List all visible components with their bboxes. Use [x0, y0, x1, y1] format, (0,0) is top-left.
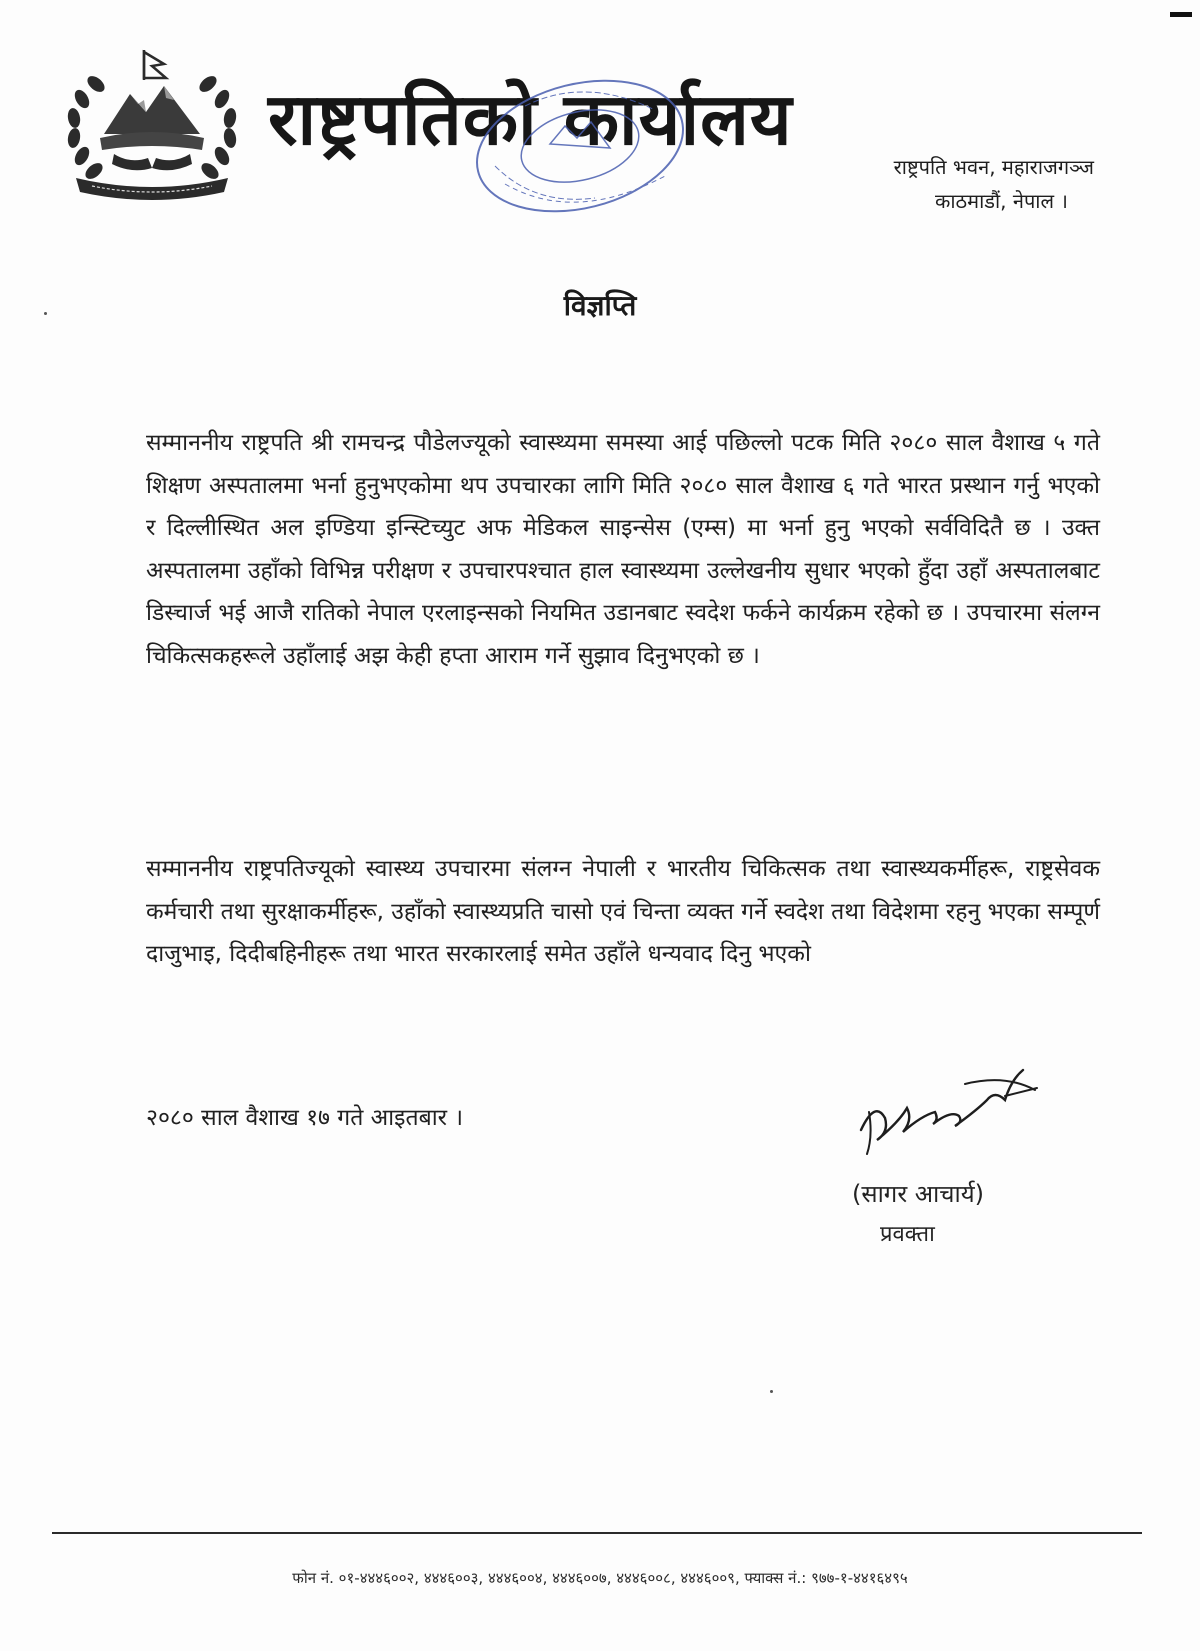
notice-date: २०८० साल वैशाख १७ गते आइतबार ।: [146, 1105, 464, 1131]
address-line-2: काठमाडौं, नेपाल ।: [934, 189, 1068, 213]
nepal-emblem-icon: [52, 46, 252, 206]
office-address: [894, 150, 1094, 218]
scan-edge-mark: [1170, 12, 1192, 17]
office-stamp-icon: [465, 66, 695, 226]
notice-paragraph-1: सम्माननीय राष्ट्रपति श्री रामचन्द्र पौडेलज्यूको स्वास्थ्यमा समस्या आई पछिल्लो पटक मिति २०८० साल वैशाख ५ गते शिक्षण अस्पतालमा भर्ना हुनुभएकोमा थप उपचारका लागि मिति २०८० साल वैशाख ६ गते भारत प्रस्थान गर्नु भएको र दिल्लीस्थित अल इण्डिया इन्स्टिच्युट अफ मेडिकल साइन्सेस (एम्स) मा भर्ना हुनु भएको सर्वविदितै छ । उक्त अस्पतालमा उहाँको विभिन्न परीक्षण र उपचारपश्चात हाल स्वास्थ्यमा उल्लेखनीय सुधार भएको हुँदा उहाँ अस्पतालबाट डिस्चार्ज भई आजै रातिको नेपाल एरलाइन्सको नियमित उडानबाट स्वदेश फर्कने कार्यक्रम रहेको छ । उपचारमा संलग्न चिकित्सकहरूले उहाँलाई अझ केही हप्ता आराम गर्ने सुझाव दिनुभएको छ ।: [146, 430, 1100, 669]
notice-paragraph-2: सम्माननीय राष्ट्रपतिज्यूको स्वास्थ्य उपचारमा संलग्न नेपाली र भारतीय चिकित्सक तथा स्वास्थ्यकर्मीहरू, राष्ट्रसेवक कर्मचारी तथा सुरक्षाकर्मीहरू, उहाँको स्वास्थ्यप्रति चासो एवं चिन्ता व्यक्त गर्ने स्वदेश तथा विदेशमा रहनु भएका सम्पूर्ण दाजुभाइ, दिदीबहिनीहरू तथा भारत सरकारलाई समेत उहाँले धन्यवाद दिनु भएको: [146, 856, 1100, 967]
signatory-name: (सागर आचार्य): [852, 1180, 985, 1208]
footer-contact: फोन नं. ०१-४४४६००२, ४४४६००३, ४४४६००४, ४४४६००७, ४४४६००८, ४४४६००९, फ्याक्स नं.: ९७७-१-४४१६४९५: [292, 1569, 908, 1587]
footer-divider: [52, 1532, 1142, 1534]
office-title: राष्ट्रपतिको कार्यालय: [268, 77, 793, 161]
signatory-title: प्रवक्ता: [880, 1222, 935, 1247]
signature-icon: [855, 1060, 1045, 1170]
scan-speck: [770, 1390, 773, 1393]
notice-heading: विज्ञप्ति: [563, 289, 637, 322]
address-line-1: राष्ट्रपति भवन, महाराजगञ्ज: [893, 155, 1094, 179]
scan-speck: [44, 312, 47, 315]
